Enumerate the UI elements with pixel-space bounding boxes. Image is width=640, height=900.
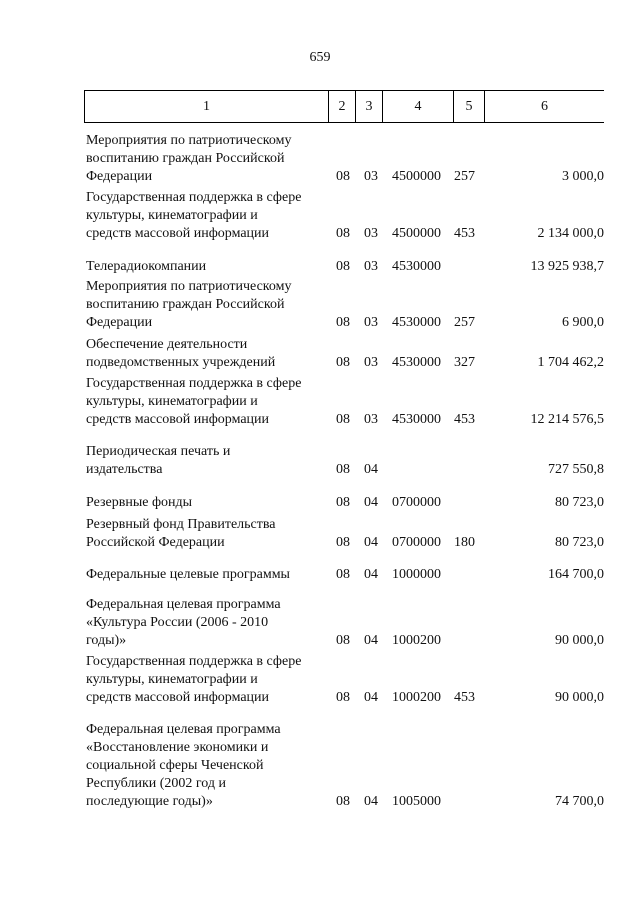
cell-c6: 12 214 576,5 bbox=[530, 412, 604, 427]
description-line: Федеральные целевые программы bbox=[86, 567, 290, 582]
page-number: 659 bbox=[309, 50, 331, 65]
cell-c4: 4530000 bbox=[392, 412, 441, 427]
cell-c4: 4500000 bbox=[392, 226, 441, 241]
description-line: Резервный фонд Правительства bbox=[86, 517, 276, 532]
row-description bbox=[86, 516, 326, 552]
cell-c3: 04 bbox=[364, 794, 378, 809]
description-line: Федерации bbox=[86, 315, 153, 330]
description-line: издательства bbox=[86, 462, 163, 477]
row-description bbox=[86, 336, 326, 372]
row-description bbox=[86, 494, 326, 512]
description-line: Резервные фонды bbox=[86, 495, 193, 510]
cell-c4: 1000000 bbox=[392, 567, 441, 582]
description-line: Государственная поддержка в сфере bbox=[86, 190, 302, 205]
row-description bbox=[86, 566, 326, 584]
header-col-1: 1 bbox=[85, 91, 329, 122]
cell-c5: 327 bbox=[454, 355, 475, 370]
description-line: Федеральная целевая программа bbox=[86, 722, 281, 737]
cell-c3: 04 bbox=[364, 495, 378, 510]
table-row bbox=[86, 132, 604, 186]
table-row bbox=[86, 494, 604, 512]
cell-c5: 453 bbox=[454, 412, 475, 427]
cell-c3: 03 bbox=[364, 355, 378, 370]
cell-c2: 08 bbox=[336, 633, 350, 648]
cell-c6: 727 550,8 bbox=[548, 462, 604, 477]
table-row bbox=[86, 653, 604, 707]
description-line: Российской Федерации bbox=[86, 535, 225, 550]
description-line: Периодическая печать и bbox=[86, 444, 231, 459]
description-line: подведомственных учреждений bbox=[86, 355, 276, 370]
cell-c5: 257 bbox=[454, 169, 475, 184]
cell-c5: 180 bbox=[454, 535, 475, 550]
description-line: Государственная поддержка в сфере bbox=[86, 654, 302, 669]
cell-c6: 90 000,0 bbox=[555, 690, 604, 705]
cell-c2: 08 bbox=[336, 412, 350, 427]
row-description bbox=[86, 596, 326, 650]
cell-c6: 13 925 938,7 bbox=[530, 259, 604, 274]
cell-c2: 08 bbox=[336, 315, 350, 330]
cell-c3: 03 bbox=[364, 315, 378, 330]
cell-c4: 0700000 bbox=[392, 535, 441, 550]
cell-c2: 08 bbox=[336, 690, 350, 705]
cell-c4: 4530000 bbox=[392, 259, 441, 274]
row-description bbox=[86, 375, 326, 429]
row-description bbox=[86, 132, 326, 186]
description-line: Государственная поддержка в сфере bbox=[86, 376, 302, 391]
description-line: воспитанию граждан Российской bbox=[86, 151, 285, 166]
cell-c4: 4530000 bbox=[392, 315, 441, 330]
cell-c3: 04 bbox=[364, 567, 378, 582]
header-col-3: 3 bbox=[356, 91, 383, 122]
row-description bbox=[86, 653, 326, 707]
description-line: средств массовой информации bbox=[86, 226, 270, 241]
cell-c3: 04 bbox=[364, 535, 378, 550]
description-line: Телерадиокомпании bbox=[86, 259, 207, 274]
row-description bbox=[86, 721, 326, 811]
cell-c6: 6 900,0 bbox=[562, 315, 604, 330]
cell-c6: 90 000,0 bbox=[555, 633, 604, 648]
description-line: Федеральная целевая программа bbox=[86, 597, 281, 612]
header-col-5: 5 bbox=[454, 91, 485, 122]
cell-c2: 08 bbox=[336, 169, 350, 184]
description-line: культуры, кинематографии и bbox=[86, 394, 258, 409]
row-description bbox=[86, 258, 326, 276]
cell-c6: 164 700,0 bbox=[548, 567, 604, 582]
description-line: последующие годы)» bbox=[86, 794, 213, 809]
row-description bbox=[86, 189, 326, 243]
cell-c4: 4530000 bbox=[392, 355, 441, 370]
header-col-2: 2 bbox=[329, 91, 356, 122]
description-line: Обеспечение деятельности bbox=[86, 337, 248, 352]
cell-c4: 4500000 bbox=[392, 169, 441, 184]
cell-c3: 04 bbox=[364, 462, 378, 477]
cell-c6: 3 000,0 bbox=[562, 169, 604, 184]
cell-c2: 08 bbox=[336, 794, 350, 809]
table-row bbox=[86, 278, 604, 332]
row-description bbox=[86, 443, 326, 479]
description-line: воспитанию граждан Российской bbox=[86, 297, 285, 312]
cell-c2: 08 bbox=[336, 259, 350, 274]
table-row bbox=[86, 258, 604, 276]
cell-c5: 453 bbox=[454, 690, 475, 705]
cell-c4: 0700000 bbox=[392, 495, 441, 510]
description-line: Федерации bbox=[86, 169, 153, 184]
description-line: средств массовой информации bbox=[86, 412, 270, 427]
description-line: «Культура России (2006 - 2010 bbox=[86, 615, 269, 630]
cell-c6: 80 723,0 bbox=[555, 535, 604, 550]
header-col-4: 4 bbox=[383, 91, 454, 122]
cell-c4: 1000200 bbox=[392, 633, 441, 648]
cell-c6: 74 700,0 bbox=[555, 794, 604, 809]
cell-c3: 04 bbox=[364, 690, 378, 705]
table-row bbox=[86, 336, 604, 372]
cell-c2: 08 bbox=[336, 355, 350, 370]
cell-c2: 08 bbox=[336, 226, 350, 241]
table-row bbox=[86, 189, 604, 243]
header-col-6: 6 bbox=[541, 98, 548, 114]
cell-c2: 08 bbox=[336, 495, 350, 510]
table-header bbox=[84, 90, 604, 123]
cell-c6: 2 134 000,0 bbox=[537, 226, 604, 241]
cell-c4: 1000200 bbox=[392, 690, 441, 705]
cell-c3: 04 bbox=[364, 633, 378, 648]
cell-c3: 03 bbox=[364, 412, 378, 427]
description-line: Республики (2002 год и bbox=[86, 776, 226, 791]
cell-c5: 453 bbox=[454, 226, 475, 241]
table-row bbox=[86, 516, 604, 552]
description-line: культуры, кинематографии и bbox=[86, 672, 258, 687]
description-line: социальной сферы Чеченской bbox=[86, 758, 264, 773]
cell-c3: 03 bbox=[364, 169, 378, 184]
description-line: Мероприятия по патриотическому bbox=[86, 279, 292, 294]
table-row bbox=[86, 596, 604, 650]
cell-c3: 03 bbox=[364, 226, 378, 241]
description-line: культуры, кинематографии и bbox=[86, 208, 258, 223]
description-line: средств массовой информации bbox=[86, 690, 270, 705]
description-line: Мероприятия по патриотическому bbox=[86, 133, 292, 148]
cell-c5: 257 bbox=[454, 315, 475, 330]
description-line: «Восстановление экономики и bbox=[86, 740, 269, 755]
cell-c3: 03 bbox=[364, 259, 378, 274]
table-row bbox=[86, 566, 604, 584]
table-row bbox=[86, 375, 604, 429]
cell-c2: 08 bbox=[336, 567, 350, 582]
row-description bbox=[86, 278, 326, 332]
cell-c2: 08 bbox=[336, 462, 350, 477]
description-line: годы)» bbox=[86, 633, 127, 648]
cell-c6: 80 723,0 bbox=[555, 495, 604, 510]
cell-c4: 1005000 bbox=[392, 794, 441, 809]
table-row bbox=[86, 443, 604, 479]
table-row bbox=[86, 721, 604, 811]
cell-c2: 08 bbox=[336, 535, 350, 550]
cell-c6: 1 704 462,2 bbox=[537, 355, 604, 370]
